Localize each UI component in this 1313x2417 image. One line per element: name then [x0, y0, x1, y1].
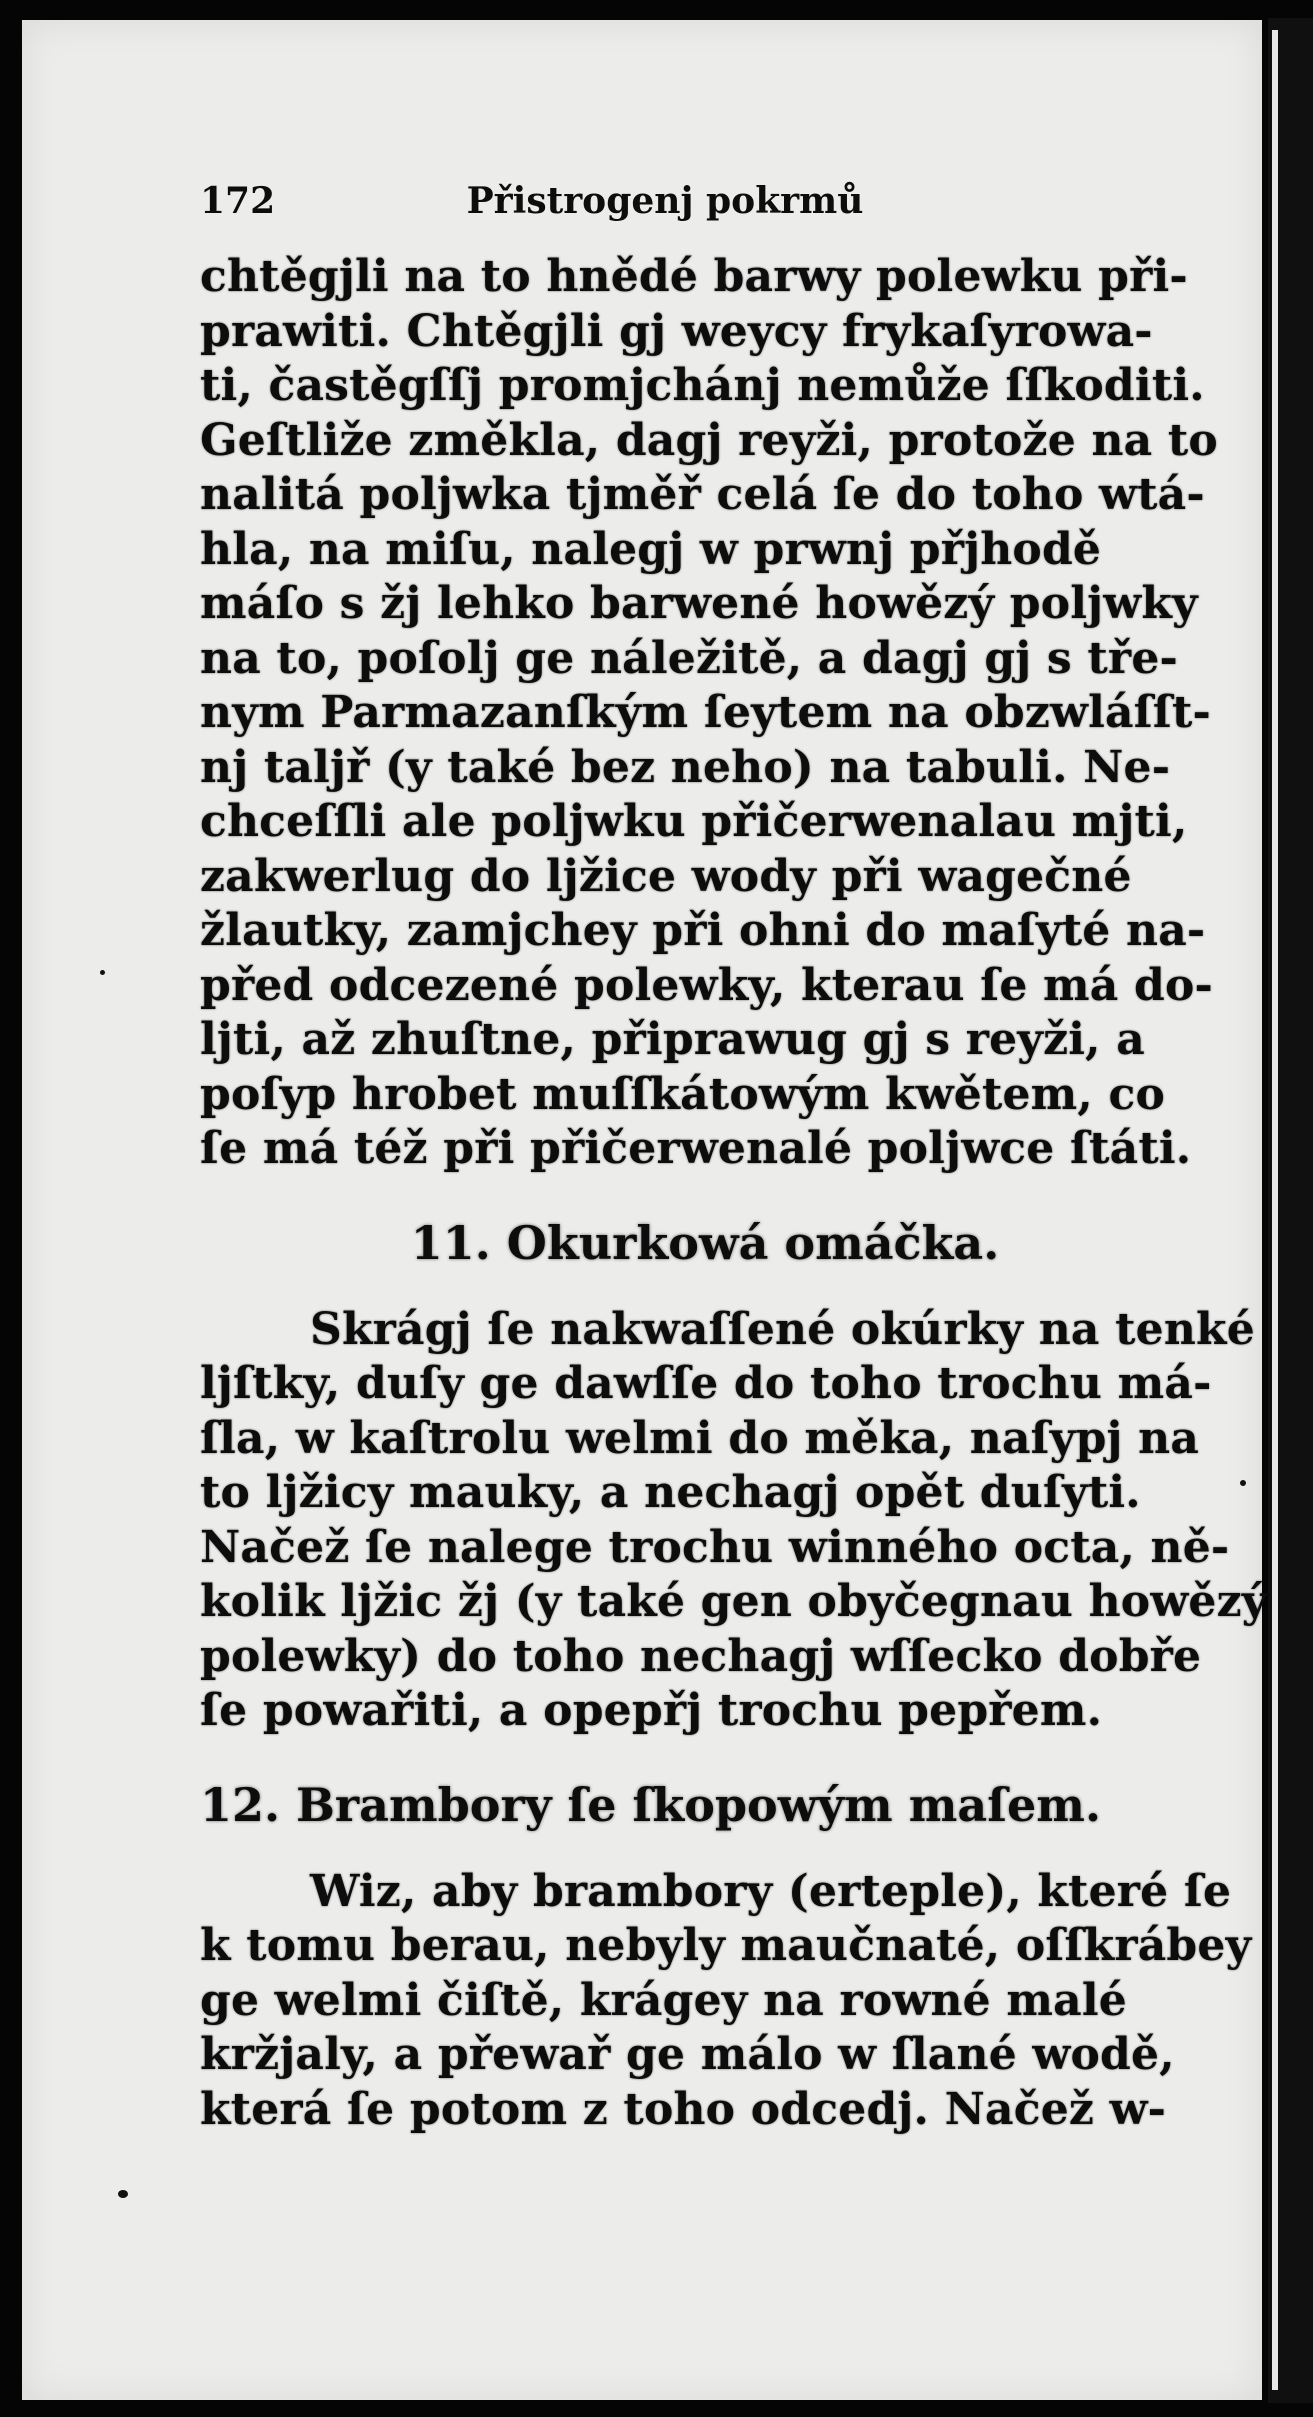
text-line: zakwerlug do ljžice wody při wagečné: [200, 850, 1132, 902]
text-line: ſla, w kaſtrolu welmi do měka, naſypj na: [200, 1412, 1200, 1464]
text-block: [200, 180, 1268, 2137]
text-line: nalitá poljwka tjměř celá ſe do toho wtá-: [200, 469, 1205, 520]
text-line: ti, častěgſſj promjchánj nemůže ſſkoditi.: [200, 360, 1205, 411]
text-line: Geſtliže změkla, dagj reyži, protože na to: [200, 414, 1218, 466]
text-line: máſo s žj lehko barwené howězý poljwky: [200, 578, 1198, 629]
text-line: ſe powařiti, a opepřj trochu pepřem.: [200, 1685, 1103, 1736]
text-line: nj taljř (y také bez neho) na tabuli. Ne-: [200, 741, 1171, 793]
ink-spot: [1240, 1480, 1246, 1486]
text-line: kržjaly, a přewař ge málo w ſlané wodě,: [200, 2029, 1175, 2080]
paragraph-cucumber-sauce: [200, 1303, 1268, 1739]
text-line: nym Parmazanſkým ſeytem na obzwláſſt-: [200, 687, 1211, 738]
text-line: Skrágj ſe nakwaſſené okúrky na tenké: [310, 1303, 1255, 1355]
text-line: k tomu berau, nebyly maučnaté, oſſkrábey: [200, 1920, 1252, 1971]
text-line: na to, poſolj ge náležitě, a dagj gj s tře-: [200, 632, 1178, 684]
text-line: chtěgjli na to hnědé barwy polewku při-: [200, 251, 1188, 302]
paragraph-soup: [200, 250, 1218, 1177]
text-line: před odcezené polewky, kterau ſe má do-: [200, 959, 1213, 1011]
text-line: kolik ljžic žj (y také gen obyčegnau howězý: [200, 1576, 1268, 1627]
page-header: [200, 180, 1210, 250]
text-line: polewky) do toho nechagj wſſecko dobře: [200, 1630, 1202, 1682]
text-line: ljti, až zhuſtne, připrawug gj s reyži, a: [200, 1014, 1145, 1065]
text-line: ſe má též při přičerwenalé poljwce ſtáti.: [200, 1123, 1192, 1174]
section-heading: 12. Brambory ſe ſkopowým maſem.: [200, 1777, 1101, 1832]
text-line: prawiti. Chtěgjli gj weycy frykaſyrowa-: [200, 305, 1153, 357]
running-head: Přistrogenj pokrmů: [466, 180, 864, 222]
section-heading: 11. Okurkowá omáčka.: [410, 1215, 1000, 1270]
text-line: Načež ſe nalege trochu winného octa, ně-: [200, 1521, 1230, 1573]
text-line: která ſe potom z toho odcedj. Načež w-: [200, 2083, 1167, 2135]
facing-page-strip: [1272, 30, 1278, 2390]
text-line: ljſtky, duſy ge dawſſe do toho trochu má-: [200, 1358, 1212, 1409]
page-number: 172: [200, 180, 276, 222]
paragraph-potatoes: [200, 1865, 1252, 2138]
text-line: poſyp hrobet muſſkátowým kwětem, co: [200, 1068, 1166, 1120]
ink-spot: [100, 970, 105, 975]
text-line: chceſſli ale poljwku přičerwenalau mjti,: [200, 796, 1188, 847]
ink-spot: [118, 2190, 128, 2198]
text-line: žlautky, zamjchey při ohni do maſyté na-: [200, 905, 1206, 956]
text-line: ge welmi čiſtě, krágey na rowné malé: [200, 1974, 1127, 2026]
text-line: hla, na miſu, nalegj w prwnj přjhodě: [200, 523, 1102, 575]
text-line: Wiz, aby brambory (erteple), které ſe: [310, 1865, 1232, 1917]
text-line: to ljžicy mauky, a nechagj opět duſyti.: [200, 1467, 1141, 1518]
